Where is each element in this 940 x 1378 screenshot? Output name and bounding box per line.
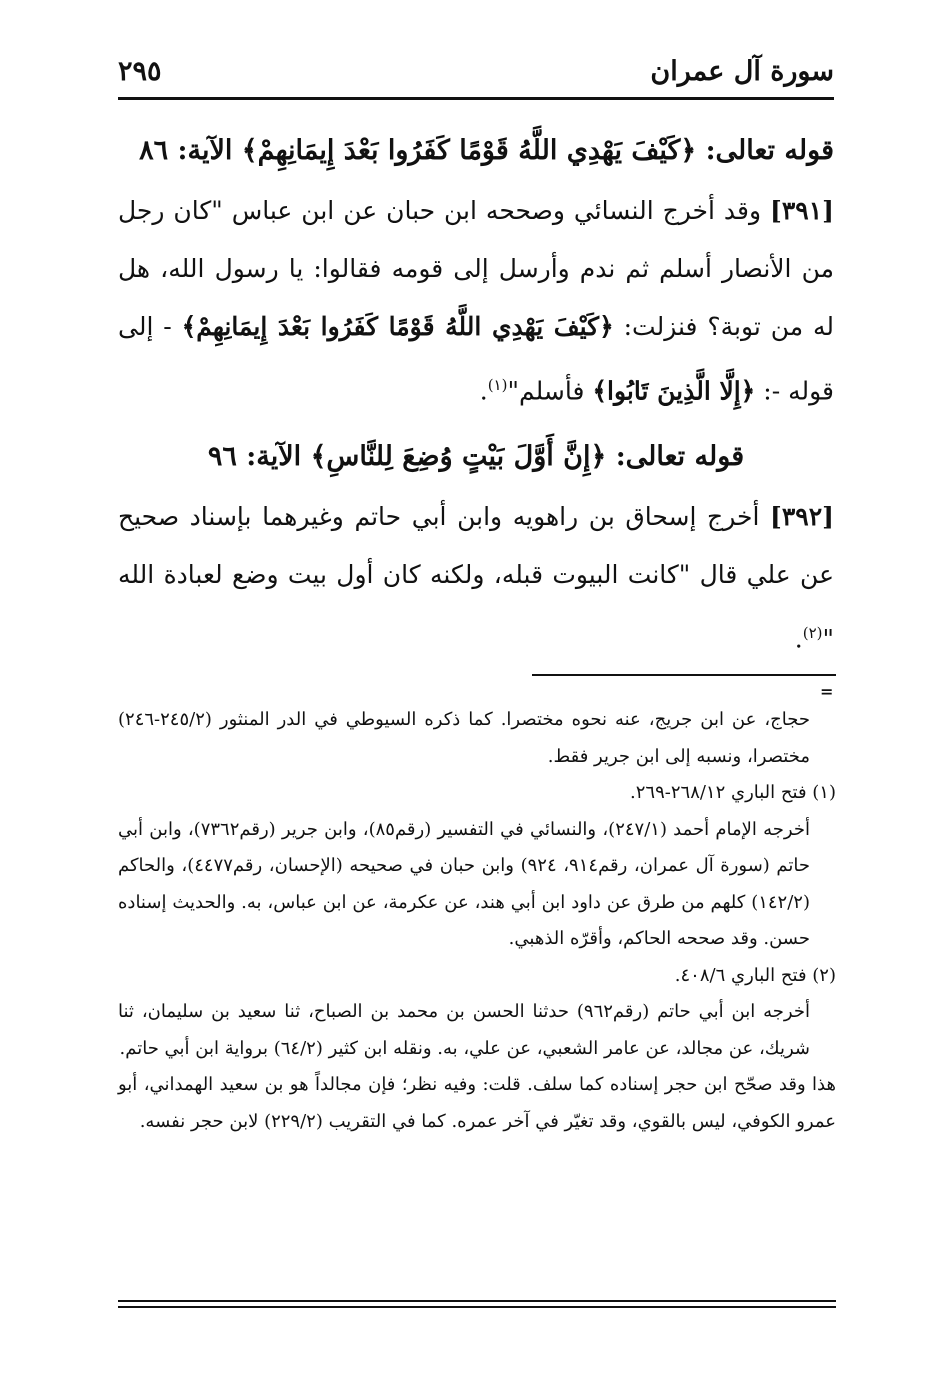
hadith-text: أخرج إسحاق بن راهويه وابن أبي حاتم وغيرهما بإسناد صحيح عن علي قال "كانت البيوت قبله، ولكنه كان أول بيت وضع لعبادة الله "	[118, 502, 834, 654]
main-text	[118, 128, 834, 669]
heading-suffix: الآية: ٨٦	[139, 135, 242, 166]
bottom-rule-2	[118, 1306, 836, 1308]
hadith-text: - إلى قوله -:	[118, 312, 834, 406]
hadith-text-end: .	[479, 376, 488, 406]
footnote-1-ref: (١) فتح الباري ٢٦٨/١٢-٢٦٩.	[630, 782, 836, 803]
footnote-2-ref: (٢) فتح الباري ٤٠٨/٦.	[674, 964, 836, 986]
hadith-number: [٣٩٢]	[770, 502, 834, 532]
hadith-391	[118, 182, 834, 420]
footnote-ref-1[interactable]: (١)	[487, 376, 508, 394]
section-heading-96	[118, 434, 834, 480]
hadith-text: فأسلم"	[507, 376, 593, 406]
quran-quote: ﴿كَيْفَ يَهْدِي اللَّهُ قَوْمًا كَفَرُوا بَعْدَ إِيمَانِهِمْ﴾	[181, 312, 614, 341]
hadith-number: [٣٩١]	[770, 196, 834, 225]
heading-prefix: قوله تعالى:	[696, 135, 834, 166]
section-heading-86	[118, 128, 834, 174]
header-rule	[118, 97, 834, 100]
surah-title: سورة آل عمران	[650, 56, 834, 87]
heading-verse: ﴿كَيْفَ يَهْدِي اللَّهُ قَوْمًا كَفَرُوا بَعْدَ إِيمَانِهِمْ﴾	[241, 135, 697, 166]
footnote-1-text: أخرجه الإمام أحمد (٢٤٧/١)، والنسائي في التفسير (رقم٨٥)، وابن جرير (رقم٧٣٦٢)، وابن أبي حاتم (سورة آل عمران، رقم٩١٤، ٩٢٤) وابن حبان في صحيحه (الإحسان، رقم٤٤٧٧)، والحاكم (١٤٢/٢) كلهم من طرق عن داود ابن أبي هند، عن عكرمة، عن ابن عباس، به. والحديث إسناده حسن. وقد صححه الحاكم، وأقرّه الذهبي.	[118, 818, 811, 949]
hadith-392	[118, 488, 834, 668]
page-number: ٢٩٥	[118, 56, 162, 87]
bottom-rule-1	[118, 1300, 836, 1302]
heading-verse: ﴿إِنَّ أَوَّلَ بَيْتٍ وُضِعَ لِلنَّاسِ﴾	[310, 441, 607, 473]
hadith-text-end: .	[794, 624, 803, 654]
quran-quote: ﴿إِلَّا الَّذِينَ تَابُوا﴾	[592, 376, 756, 406]
footnote-2-text: أخرجه ابن أبي حاتم (رقم٩٦٢) حدثنا الحسن بن محمد بن الصباح، ثنا سعيد بن سليمان، ثنا شريك، عن مجالد، عن عامر الشعبي، عن علي، به. ونقله ابن كثير (٦٤/٢) برواية ابن أبي حاتم.	[118, 1001, 810, 1059]
footnote-2-comment: هذا وقد صحّح ابن حجر إسناده كما سلف. قلت: وفيه نظر؛ فإن مجالداً هو بن سعيد الهمداني، أبو عمرو الكوفي، ليس بالقوي، وقد تغيّر في آخر عمره. كما في التقريب (٢٢٩/٢) لابن حجر نفسه.	[118, 1074, 836, 1132]
footnote-ref-2[interactable]: (٢)	[802, 624, 823, 643]
footnote-continuation: حجاج، عن ابن جريج، عنه نحوه مختصرا. كما ذكره السيوطي في الدر المنثور (٢٤٥/٢-٢٤٦) مختصرا، ونسبه إلى ابن جرير فقط.	[118, 709, 810, 767]
hadith-text: وقد أخرج النسائي وصححه ابن حبان عن ابن عباس "كان رجل من الأنصار أسلم ثم ندم وأرسل إلى قومه فقالوا: يا رسول الله، هل له من توبة؟ فنزلت:	[118, 196, 834, 341]
footnote-rule	[532, 674, 836, 676]
continuation-mark: =	[820, 682, 834, 701]
footnotes	[118, 702, 836, 1140]
heading-prefix: قوله تعالى:	[606, 441, 745, 473]
page-header	[118, 56, 834, 96]
heading-suffix: الآية: ٩٦	[207, 441, 311, 473]
